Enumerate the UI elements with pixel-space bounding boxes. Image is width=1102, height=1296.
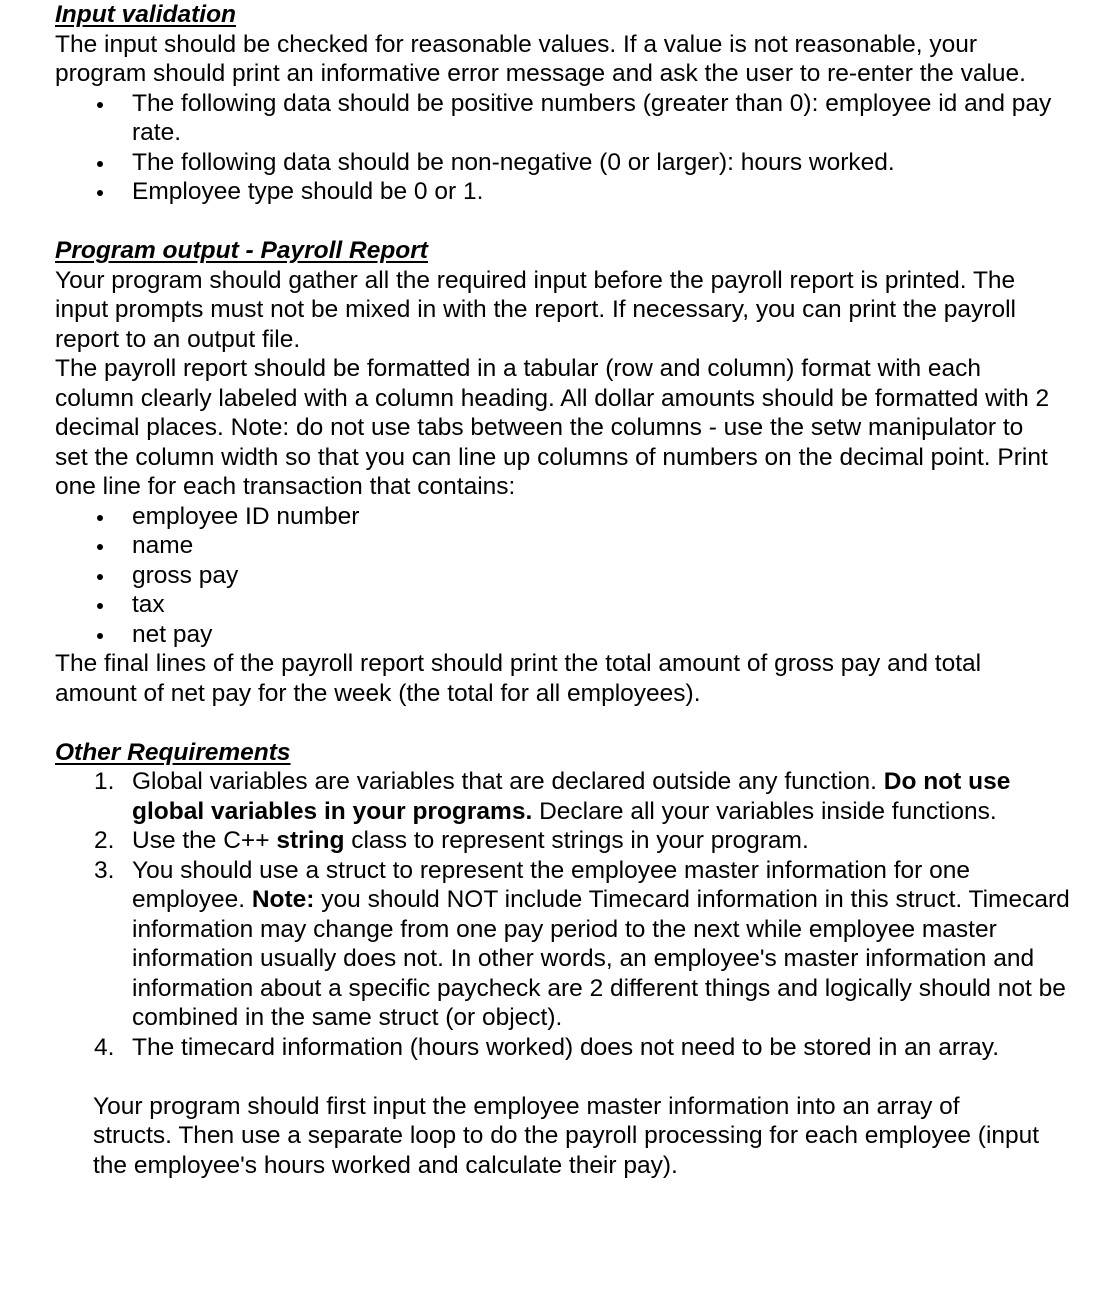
item-text: You should use a struct to represent the employee master information for one employee. [132,856,971,913]
item-text: The timecard information (hours worked) does not need to be stored in an array. [132,1033,1000,1061]
list-item: employee ID number [132,502,1102,532]
list-item: The following data should be positive numbers (greater than 0): employee id and pay rate. [132,89,1102,148]
item-number: 3. [94,856,115,884]
requirements-list [55,767,1102,1062]
program-output-section [55,236,1102,708]
item-text: Global variables are variables that are declared outside any function. [132,768,884,795]
list-item [94,767,1102,826]
report-fields-list [55,502,1102,650]
list-item: Employee type should be 0 or 1. [132,177,1102,207]
item-text: you should NOT include Timecard information in this struct. Timecard information may change from one pay period to the next while employee master information usually does not. In other words, an employee's master information and information about a specific paycheck are 2 different things and logically should not be combined in the same struct (or object). [132,886,1070,1031]
input-validation-intro: The input should be checked for reasonable values. If a value is not reasonable, your program should print an informative error message and ask the user to re-enter the value. [55,30,1026,87]
list-item: The following data should be non-negative (0 or larger): hours worked. [132,148,1102,178]
program-output-heading: Program output - Payroll Report [55,237,428,264]
item-bold-text: string [276,827,345,854]
item-text: Use the C++ [132,827,277,854]
list-item: tax [132,590,1102,620]
list-item [94,826,1102,856]
list-item: gross pay [132,561,1102,591]
input-validation-list [55,89,1102,207]
program-output-para2: The payroll report should be formatted in a tabular (row and column) format with each column clearly labeled with a column heading. All dollar amounts should be formatted with 2 decimal places. Note: do not use tabs between the columns - use the setw manipulator to set the column width so that you can line up columns of numbers on the decimal point. Print one line for each transaction that contains: [55,355,1050,500]
other-requirements-section [55,738,1102,1181]
program-output-closing: The final lines of the payroll report should print the total amount of gross pay and total amount of net pay for the week (the total for all employees). [55,650,982,707]
list-item: name [132,531,1102,561]
item-number: 1. [94,768,115,795]
list-item [94,856,1102,1033]
input-validation-heading: Input validation [55,1,237,28]
item-bold-text: Note: [251,886,315,913]
other-requirements-heading: Other Requirements [55,738,291,766]
item-text: Declare all your variables inside functions. [532,797,997,825]
item-number: 4. [94,1033,115,1061]
list-item: net pay [132,620,1102,650]
item-number: 2. [94,827,115,854]
list-item [94,1033,1102,1063]
final-paragraph: Your program should first input the employee master information into an array of structs. Then use a separate loop to do the payroll processing for each employee (input the employee's hours worked and calculate their pay). [93,1092,1040,1179]
item-bold-text: Do not use global variables in your programs. [132,768,1011,825]
program-output-para1: Your program should gather all the required input before the payroll report is printed. The input prompts must not be mixed in with the report. If necessary, you can print the payroll report to an output file. [55,266,1016,353]
input-validation-section [55,0,1102,207]
item-text: class to represent strings in your program. [344,827,809,854]
